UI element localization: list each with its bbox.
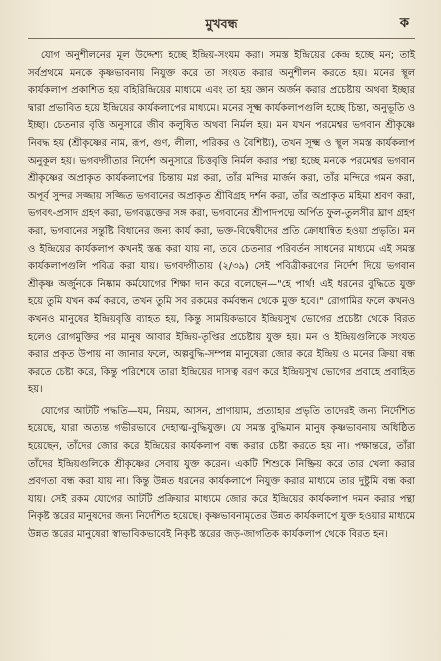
text-body xyxy=(28,47,415,544)
paragraph-1: যোগ অনুশীলনের মূল উদ্দেশ্য হচ্ছে ইন্দ্রিয়-সংযম করা। সমস্ত ইন্দ্রিয়ের কেন্দ্র হচ্ছে মন; তাই সর্বপ্রথমে মনকে কৃষ্ণভাবনায় নিযুক্ত করে তা সংযত করার অনুশীলন করতে হয়। মনের স্থূল কার্যকলাপ প্রকাশিত হয় বহিরিন্দ্রিয়ের মাধ্যমে এবং তা হয় জ্ঞান অর্জন করার প্রচেষ্টায় অথবা ইচ্ছার দ্বারা প্রভাবিত হয়ে ইন্দ্রিয়ের কার্যকলাপের মাধ্যমে। মনের সূক্ষ্ম কার্যকলাপগুলি হচ্ছে চিন্তা, অনুভূতি ও ইচ্ছা। চেতনার বৃত্তি অনুসারে জীব কলুষিত অথবা নির্মল হয়। মন যখন পরমেশ্বর ভগবান শ্রীকৃষ্ণে নিবদ্ধ হয় (শ্রীকৃষ্ণের নাম, রূপ, গুণ, লীলা, পরিকর ও বৈশিষ্ট্য), তখন সূক্ষ্ম ও স্থূল সমস্ত কার্যকলাপ অনুকূল হয়। ভগবদ্গীতার নির্দেশ অনুসারে চিত্তবৃত্তি নির্মল করার পন্থা হচ্ছে মনকে পরমেশ্বর ভগবান শ্রীকৃষ্ণের অপ্রাকৃত কার্যকলাপের চিন্তায় মগ্ন করা, তাঁর মন্দির মার্জন করা, তাঁর মন্দিরে গমন করা, অপূর্ব সুন্দর সজ্জায় সজ্জিত ভগবানের অপ্রাকৃত শ্রীবিগ্রহ দর্শন করা, তাঁর অপ্রাকৃত মহিমা শ্রবণ করা, ভগবৎ-প্রসাদ গ্রহণ করা, ভগবদ্ভক্তের সঙ্গ করা, ভগবানের শ্রীপাদপদ্মে অর্পিত ফুল-তুলসীর ঘ্রাণ গ্রহণ করা, ভগবানের সন্তুষ্টি বিধানের জন্য কার্য করা, ভক্ত-বিদ্বেষীদের প্রতি ক্রোধান্বিত হওয়া প্রভৃতি। মন ও ইন্দ্রিয়ের কার্যকলাপ কখনই স্তব্ধ করা যায় না, তবে চেতনার পরিবর্তন সাধনের মাধ্যমে এই সমস্ত কার্যকলাপগুলি পবিত্র করা যায়। ভগবদ্গীতায় (২/৩৯) সেই পবিত্রীকরণের নির্দেশ দিয়ে ভগবান শ্রীকৃষ্ণ অর্জুনকে নিষ্কাম কর্মযোগের শিক্ষা দান করে বলেছেন—"হে পার্থ! এই ধরনের বুদ্ধিতে যুক্ত হয়ে তুমি যখন কর্ম করবে, তখন তুমি সব রকমের কর্মবন্ধন থেকে মুক্ত হবে।" রোগামির ফলে কখনও কখনও মানুষের ইন্দ্রিয়বৃত্তি ব্যাহত হয়, কিন্তু সাময়িকভাবে ইন্দ্রিয়সুখ ভোগের প্রচেষ্টা থেকে বিরত হলেও রোগমুক্তির পর মানুষ আবার ইন্দ্রিয়-তৃপ্তির প্রচেষ্টায় যুক্ত হয়। মন ও ইন্দ্রিয়গুলিকে সংযত করার প্রকৃত উপায় না জানার ফলে, অল্পবুদ্ধি-সম্পন্ন মানুষেরা জোর করে ইন্দ্রিয় ও মনের ক্রিয়া বন্ধ করতে চেষ্টা করে, কিন্তু পরিশেষে তারা ইন্দ্রিয়ের দাসত্ব বরণ করে ইন্দ্রিয়সুখ ভোগের প্রবাহে প্রবাহিত হয়। xyxy=(28,50,415,396)
page-number: ক xyxy=(399,16,409,31)
chapter-title: মুখবন্ধ xyxy=(205,16,238,31)
running-header xyxy=(28,14,415,39)
paragraph-2: যোগের আটটি পদ্ধতি—যম, নিয়ম, আসন, প্রাণায়াম, প্রত্যাহার প্রভৃতি তাদেরই জন্য নির্দেশিত হয়েছে, যারা অত্যন্ত গভীরভাবে দেহাত্ম-বুদ্ধিযুক্ত। যে সমস্ত বুদ্ধিমান মানুষ কৃষ্ণভাবনায় অধিষ্ঠিত হয়েছেন, তাঁদের জোর করে ইন্দ্রিয়ের কার্যকলাপ বন্ধ করার চেষ্টা করতে হয় না। পক্ষান্তরে, তাঁরা তাঁদের ইন্দ্রিয়গুলিকে শ্রীকৃষ্ণের সেবায় যুক্ত করেন। একটি শিশুকে নিষ্ক্রিয় করে তার খেলা করার প্রবণতা বন্ধ করা যায় না। কিন্তু উন্নত ধরনের কার্যকলাপে নিযুক্ত করার মাধ্যমে তার দুষ্টুমি বন্ধ করা যায়। সেই রকম যোগের আটটি প্রক্রিয়ার মাধ্যমে জোর করে ইন্দ্রিয়ের কার্যকলাপ দমন করার পন্থা নিকৃষ্ট স্তরের মানুষদের জন্য নির্দেশিত হয়েছে। কৃষ্ণভাবনামৃতের উন্নত কার্যকলাপে যুক্ত হওয়ার মাধ্যমে উন্নত স্তরের মানুষেরা স্বাভাবিকভাবেই নিকৃষ্ট স্তরের জড়-জাগতিক কার্যকলাপ থেকে বিরত হন। xyxy=(28,405,415,541)
